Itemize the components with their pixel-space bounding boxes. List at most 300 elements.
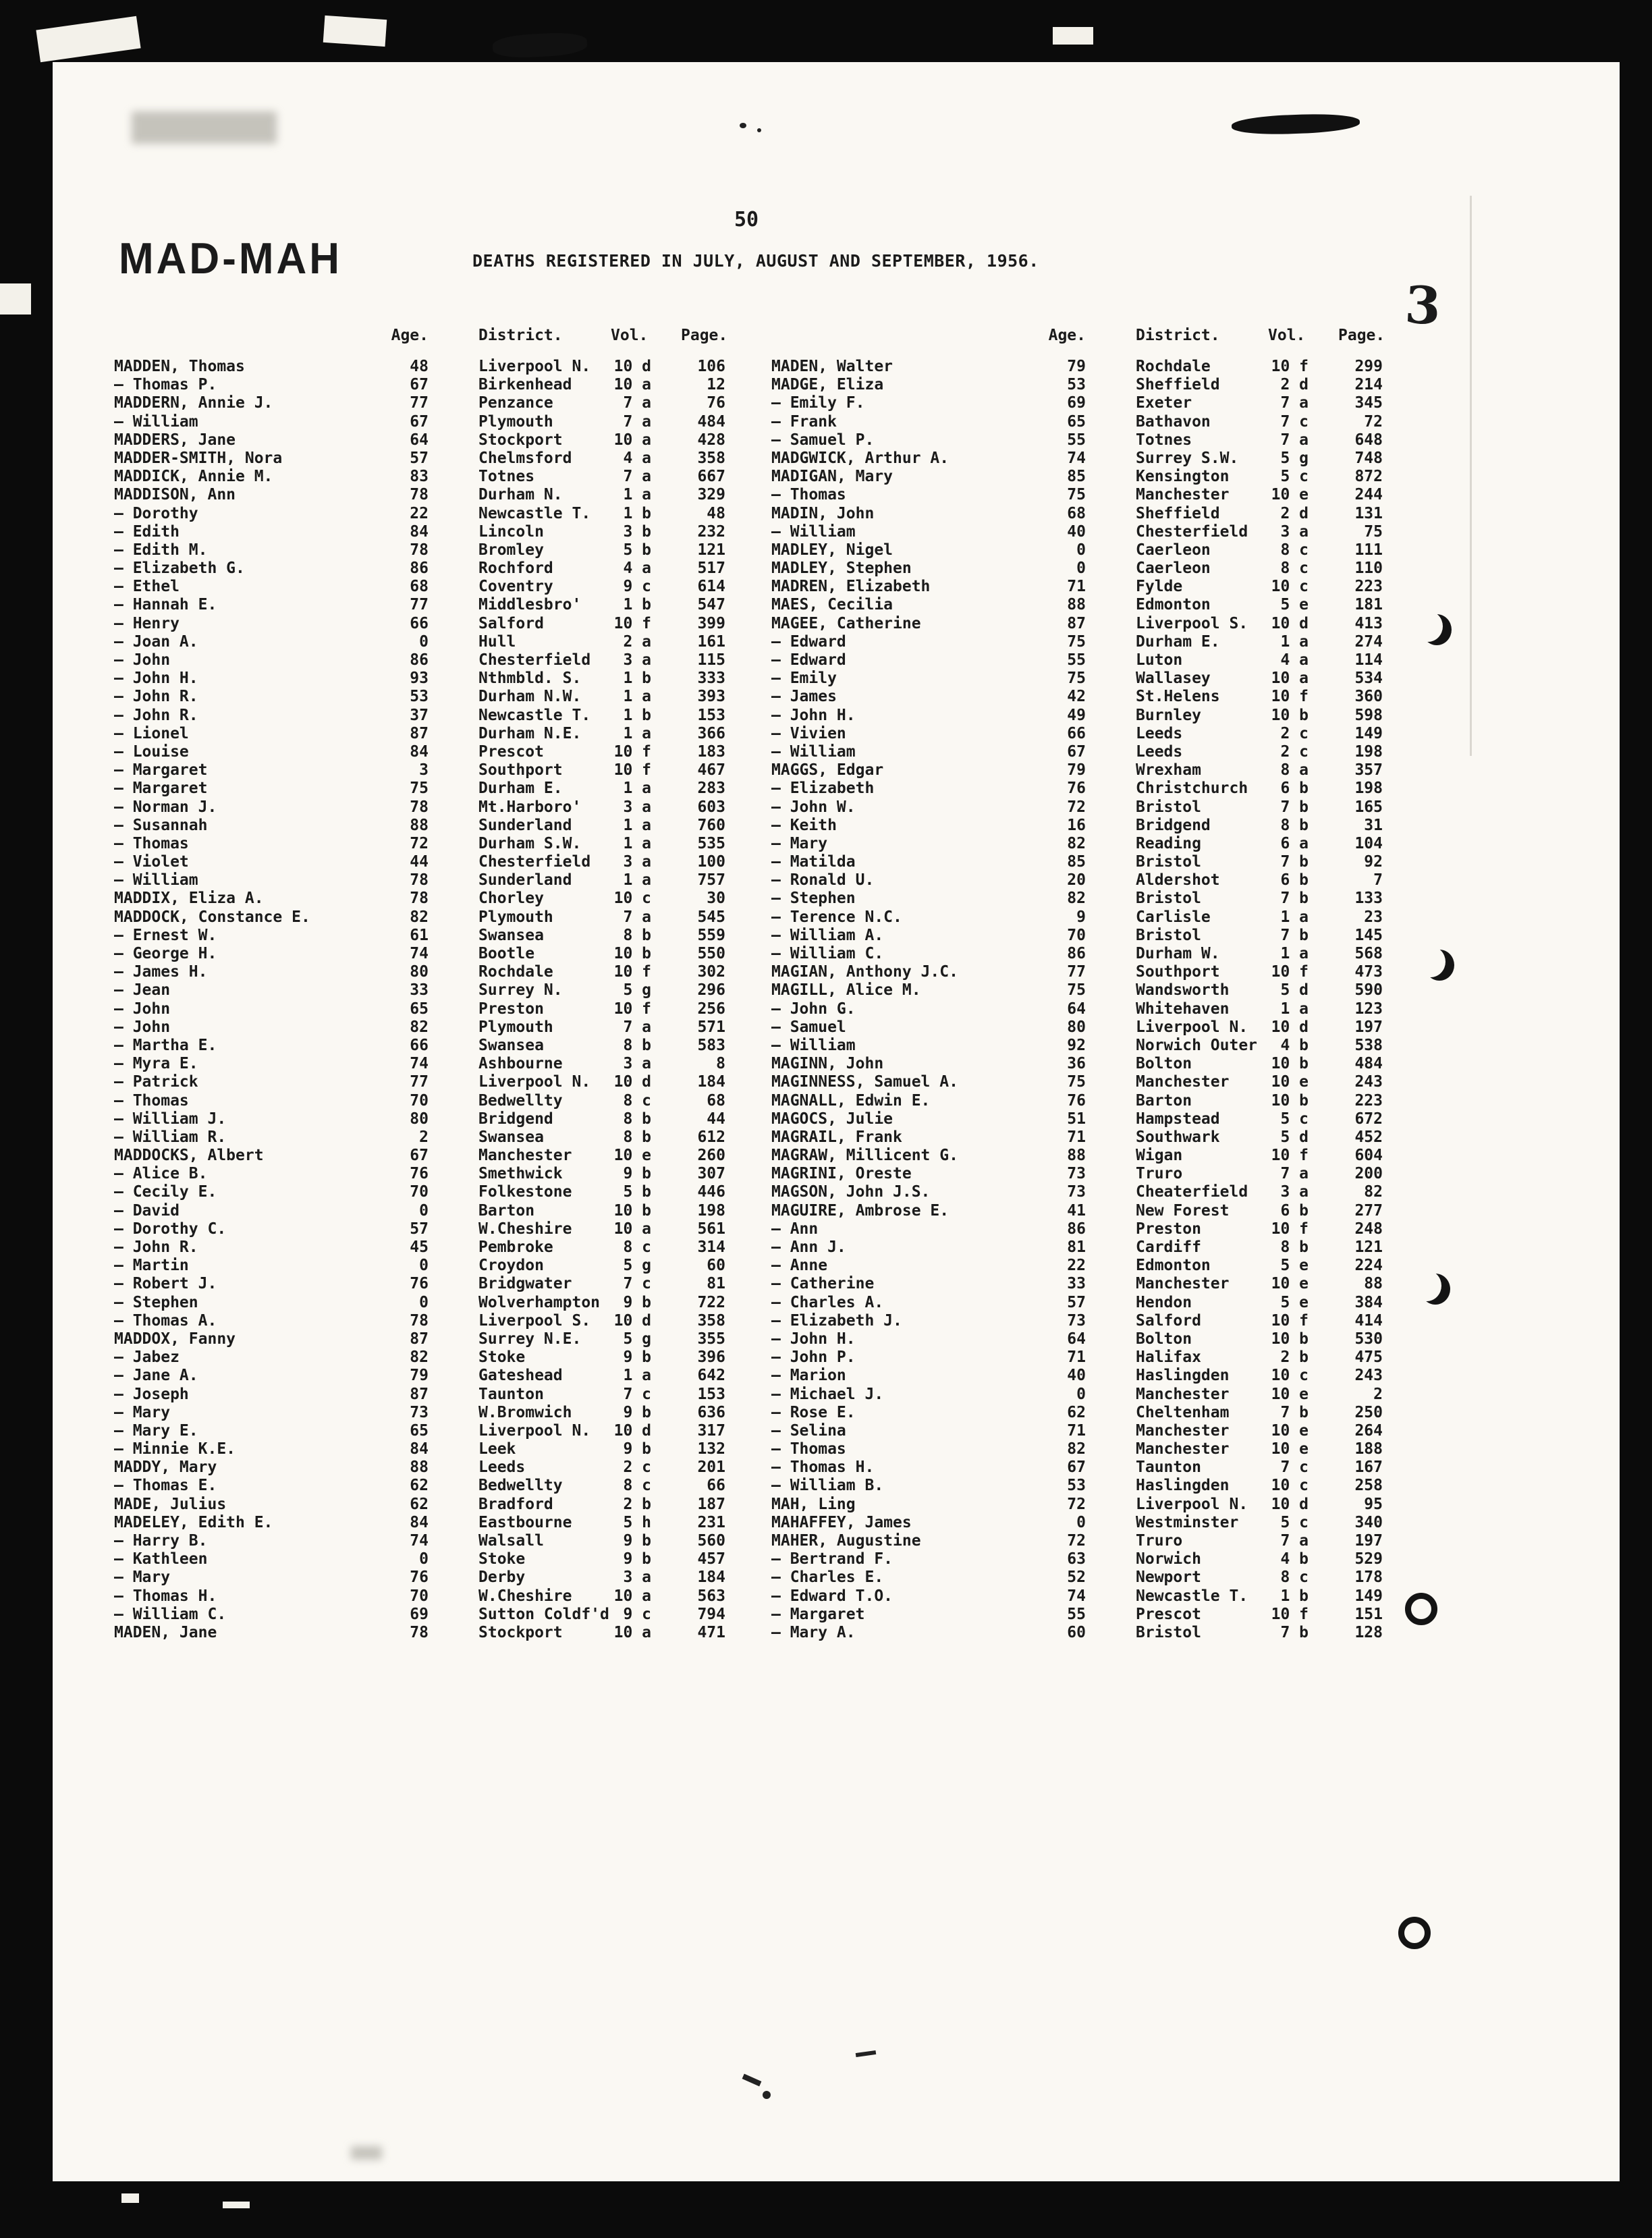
table-row: [771, 798, 1385, 817]
cell-page: 178: [1354, 1568, 1383, 1587]
table-row: [114, 1477, 728, 1495]
cell-district: Plymouth: [478, 1018, 553, 1036]
cell-page: 92: [1364, 853, 1383, 871]
cell-vol: 10 a: [1271, 670, 1309, 688]
cell-name: — John R.: [114, 688, 198, 706]
cell-page: 614: [697, 578, 725, 596]
cell-page: 153: [697, 1385, 725, 1403]
table-row: [771, 1073, 1385, 1091]
cell-page: 223: [1354, 1091, 1383, 1110]
cell-vol: 10 d: [1271, 1018, 1309, 1036]
cell-page: 277: [1354, 1201, 1383, 1220]
cell-district: Sheffield: [1136, 376, 1220, 394]
cell-age: 51: [1067, 1110, 1086, 1128]
cell-name: — Rose E.: [771, 1403, 856, 1421]
cell-district: Surrey N.: [478, 981, 563, 1000]
cell-age: 57: [410, 1220, 429, 1238]
cell-page: 636: [697, 1403, 725, 1421]
cell-page: 452: [1354, 1128, 1383, 1146]
cell-age: 55: [1067, 1605, 1086, 1623]
cell-name: — Patrick: [114, 1073, 198, 1091]
table-row: [771, 1330, 1385, 1348]
cell-vol: 8 c: [623, 1091, 651, 1110]
cell-district: Birkenhead: [478, 376, 572, 394]
table-row: [771, 1568, 1385, 1587]
cell-name: — Michael J.: [771, 1385, 884, 1403]
cell-vol: 9 b: [623, 1532, 651, 1550]
cell-vol: 3 a: [623, 651, 651, 669]
cell-vol: 7 a: [623, 394, 651, 412]
cell-vol: 7 a: [623, 1018, 651, 1036]
cell-district: Taunton: [1136, 1458, 1201, 1477]
cell-district: Chorley: [478, 890, 544, 908]
cell-name: — Bertrand F.: [771, 1550, 893, 1568]
cell-age: 78: [410, 1623, 429, 1641]
cell-age: 71: [1067, 1128, 1086, 1146]
cell-district: Surrey N.E.: [478, 1330, 582, 1348]
table-row: [114, 1568, 728, 1587]
cell-age: 82: [1067, 890, 1086, 908]
table-row: [114, 1165, 728, 1183]
cell-vol: 5 e: [1280, 1257, 1309, 1275]
cell-vol: 10 e: [1271, 1073, 1309, 1091]
cell-district: Bridgend: [478, 1110, 553, 1128]
table-row: [114, 1092, 728, 1110]
cell-district: Bradford: [478, 1495, 553, 1513]
cell-page: 30: [707, 890, 725, 908]
cell-page: 545: [697, 908, 725, 926]
cell-name: MADGWICK, Arthur A.: [771, 449, 949, 467]
cell-page: 75: [1364, 522, 1383, 541]
cell-page: 274: [1354, 632, 1383, 651]
table-row: [771, 1312, 1385, 1330]
cell-vol: 10 f: [1271, 1605, 1309, 1623]
table-row: [114, 670, 728, 688]
cell-name: — Thomas E.: [114, 1477, 217, 1495]
table-row: [771, 541, 1385, 560]
cell-name: — John: [114, 1000, 171, 1018]
cell-name: MAGEE, Catherine: [771, 614, 921, 632]
cell-vol: 1 a: [1280, 908, 1309, 926]
table-row: [771, 817, 1385, 835]
cell-page: 757: [697, 871, 725, 890]
cell-page: 473: [1354, 963, 1383, 981]
cell-vol: 3 a: [1280, 1183, 1309, 1201]
column-headers-right: [771, 327, 1385, 347]
cell-district: Rochford: [478, 560, 553, 578]
cell-page: 104: [1354, 834, 1383, 852]
cell-name: MAHER, Augustine: [771, 1532, 921, 1550]
scan-artifact: [1232, 113, 1360, 136]
cell-page: 188: [1354, 1440, 1383, 1458]
cell-age: 0: [419, 1550, 429, 1568]
cell-age: 22: [410, 504, 429, 522]
table-row: [114, 1110, 728, 1128]
cell-page: 231: [697, 1513, 725, 1531]
cell-name: MADEN, Walter: [771, 358, 893, 375]
cell-name: — Margaret: [114, 761, 208, 780]
cell-district: Bristol: [1136, 798, 1201, 816]
cell-age: 33: [1067, 1275, 1086, 1293]
cell-district: W.Cheshire: [478, 1220, 572, 1238]
cell-page: 183: [697, 742, 725, 761]
cell-district: Prescot: [1136, 1605, 1201, 1623]
cell-page: 110: [1354, 560, 1383, 578]
table-row: [771, 1404, 1385, 1422]
cell-age: 76: [410, 1568, 429, 1587]
column-header-page: Page.: [1338, 327, 1385, 344]
table-row: [771, 1550, 1385, 1568]
table-row: [771, 670, 1385, 688]
cell-vol: 10 d: [613, 1073, 651, 1091]
cell-name: — Thomas H.: [114, 1587, 217, 1605]
cell-name: — William: [771, 522, 856, 541]
table-row: [114, 1624, 728, 1642]
cell-vol: 5 d: [1280, 981, 1309, 1000]
cell-vol: 1 b: [1280, 1587, 1309, 1605]
table-row: [771, 1202, 1385, 1220]
cell-page: 197: [1354, 1018, 1383, 1036]
cell-page: 794: [697, 1605, 725, 1623]
cell-vol: 2 d: [1280, 504, 1309, 522]
cell-vol: 2 c: [1280, 742, 1309, 761]
cell-age: 83: [410, 468, 429, 486]
cell-name: MAGGS, Edgar: [771, 761, 884, 780]
cell-name: — James: [771, 688, 837, 706]
cell-age: 52: [1067, 1568, 1086, 1587]
cell-name: MADDOCKS, Albert: [114, 1147, 264, 1165]
cell-district: Wandsworth: [1136, 981, 1230, 1000]
cell-age: 86: [1067, 945, 1086, 962]
cell-vol: 5 g: [623, 1257, 651, 1275]
cell-district: Preston: [478, 1000, 544, 1018]
cell-page: 121: [697, 541, 725, 559]
table-row: [771, 578, 1385, 596]
cell-age: 80: [1067, 1018, 1086, 1036]
cell-age: 57: [410, 449, 429, 467]
cell-name: MADDY, Mary: [114, 1458, 217, 1477]
cell-district: Wigan: [1136, 1147, 1183, 1165]
table-row: [771, 449, 1385, 468]
cell-district: Cheaterfield: [1136, 1183, 1248, 1201]
cell-vol: 1 a: [623, 724, 651, 742]
table-row: [114, 1606, 728, 1624]
cell-name: — David: [114, 1201, 180, 1220]
cell-name: — William A.: [771, 926, 884, 944]
cell-age: 73: [1067, 1311, 1086, 1330]
cell-age: 74: [410, 1532, 429, 1550]
cell-page: 358: [697, 1311, 725, 1330]
table-row: [114, 1000, 728, 1018]
cell-district: Mt.Harboro': [478, 798, 582, 816]
table-row: [771, 1128, 1385, 1147]
cell-page: 258: [1354, 1477, 1383, 1495]
cell-vol: 9 c: [623, 1605, 651, 1623]
cell-age: 78: [410, 541, 429, 559]
cell-district: Durham N.: [478, 486, 563, 504]
cell-district: Prescot: [478, 742, 544, 761]
table-row: [114, 486, 728, 504]
cell-name: — Ernest W.: [114, 926, 217, 944]
table-row: [771, 780, 1385, 798]
cell-name: MADDEN, Thomas: [114, 358, 245, 375]
cell-name: MAGRAW, Millicent G.: [771, 1147, 958, 1165]
cell-page: 68: [707, 1091, 725, 1110]
cell-page: 534: [1354, 670, 1383, 688]
cell-age: 69: [1067, 394, 1086, 412]
cell-age: 72: [1067, 1495, 1086, 1513]
table-row: [114, 413, 728, 431]
cell-age: 86: [410, 560, 429, 578]
cell-name: — William: [114, 871, 198, 890]
table-row: [114, 725, 728, 743]
cell-name: MAGINNESS, Samuel A.: [771, 1073, 958, 1091]
cell-name: — Martha E.: [114, 1036, 217, 1054]
cell-name: — Charles E.: [771, 1568, 884, 1587]
cell-district: Westminster: [1136, 1513, 1239, 1531]
cell-page: 82: [1364, 1183, 1383, 1201]
cell-page: 244: [1354, 486, 1383, 504]
cell-name: — Elizabeth: [771, 780, 875, 798]
cell-age: 0: [1076, 1385, 1086, 1403]
cell-age: 40: [1067, 1367, 1086, 1385]
cell-page: 484: [1354, 1055, 1383, 1073]
cell-age: 55: [1067, 431, 1086, 449]
cell-page: 302: [697, 963, 725, 981]
table-row: [114, 468, 728, 486]
cell-vol: 10 c: [1271, 1477, 1309, 1495]
cell-page: 307: [697, 1165, 725, 1183]
cell-name: — Emily: [771, 670, 837, 688]
table-row: [114, 394, 728, 412]
cell-page: 114: [1354, 651, 1383, 669]
cell-age: 67: [1067, 742, 1086, 761]
table-row: [771, 358, 1385, 376]
cell-page: 121: [1354, 1238, 1383, 1256]
cell-name: — John G.: [771, 1000, 856, 1018]
cell-page: 133: [1354, 890, 1383, 908]
cell-vol: 10 a: [613, 431, 651, 449]
cell-page: 161: [697, 632, 725, 651]
table-row: [114, 1330, 728, 1348]
cell-page: 149: [1354, 1587, 1383, 1605]
cell-page: 2: [1373, 1385, 1383, 1403]
cell-age: 76: [410, 1275, 429, 1293]
cell-district: Smethwick: [478, 1165, 563, 1183]
cell-page: 106: [697, 358, 725, 375]
cell-district: Gateshead: [478, 1367, 563, 1385]
table-row: [771, 505, 1385, 523]
cell-vol: 4 a: [1280, 651, 1309, 669]
cell-district: Nthmbld. S.: [478, 670, 582, 688]
cell-district: Middlesbro': [478, 596, 582, 614]
table-row: [114, 835, 728, 853]
cell-district: Bristol: [1136, 890, 1201, 908]
cell-name: — Edward T.O.: [771, 1587, 893, 1605]
cell-age: 88: [410, 1458, 429, 1477]
cell-age: 88: [1067, 596, 1086, 614]
cell-vol: 8 b: [623, 1036, 651, 1054]
cell-district: Liverpool N.: [1136, 1018, 1248, 1036]
cell-page: 333: [697, 670, 725, 688]
table-row: [771, 871, 1385, 890]
cell-district: Durham W.: [1136, 945, 1220, 962]
cell-vol: 1 a: [623, 1367, 651, 1385]
cell-vol: 3 a: [623, 798, 651, 816]
cell-name: — Elizabeth J.: [771, 1311, 902, 1330]
cell-district: Halifax: [1136, 1348, 1201, 1367]
cell-age: 71: [1067, 1421, 1086, 1440]
cell-age: 78: [410, 798, 429, 816]
cell-age: 81: [1067, 1238, 1086, 1256]
cell-district: Wolverhampton: [478, 1293, 601, 1311]
cell-age: 71: [1067, 1348, 1086, 1367]
cell-name: — William C.: [771, 945, 884, 962]
scan-artifact: [121, 2193, 139, 2203]
cell-page: 560: [697, 1532, 725, 1550]
cell-page: 393: [697, 688, 725, 706]
cell-district: Hampstead: [1136, 1110, 1220, 1128]
cell-age: 0: [1076, 1513, 1086, 1531]
cell-age: 22: [1067, 1257, 1086, 1275]
cell-name: — Edward: [771, 632, 846, 651]
cell-page: 197: [1354, 1532, 1383, 1550]
cell-district: Bootle: [478, 945, 535, 962]
cell-name: — Hannah E.: [114, 596, 217, 614]
table-row: [114, 358, 728, 376]
cell-page: 7: [1373, 871, 1383, 890]
cell-age: 60: [1067, 1623, 1086, 1641]
cell-district: Kensington: [1136, 468, 1230, 486]
cell-page: 561: [697, 1220, 725, 1238]
cell-page: 181: [1354, 596, 1383, 614]
table-row: [771, 1348, 1385, 1367]
cell-age: 67: [1067, 1458, 1086, 1477]
cell-district: Manchester: [1136, 1421, 1230, 1440]
table-row: [771, 1147, 1385, 1165]
cell-name: MAGRAIL, Frank: [771, 1128, 902, 1146]
table-row: [114, 1514, 728, 1532]
table-row: [114, 1294, 728, 1312]
cell-district: Liverpool N.: [478, 1421, 591, 1440]
cell-age: 75: [1067, 981, 1086, 1000]
cell-district: Stoke: [478, 1348, 526, 1367]
cell-name: — Joan A.: [114, 632, 198, 651]
cell-vol: 5 e: [1280, 596, 1309, 614]
cell-name: — William J.: [114, 1110, 227, 1128]
cell-age: 86: [410, 651, 429, 669]
cell-name: — Louise: [114, 742, 189, 761]
table-row: [771, 596, 1385, 614]
cell-name: — Samuel: [771, 1018, 846, 1036]
table-row: [771, 1183, 1385, 1201]
cell-vol: 10 d: [1271, 1495, 1309, 1513]
cell-age: 42: [1067, 688, 1086, 706]
cell-name: MAGOCS, Julie: [771, 1110, 893, 1128]
cell-district: Exeter: [1136, 394, 1192, 412]
cell-name: — Samuel P.: [771, 431, 875, 449]
table-row: [771, 468, 1385, 486]
cell-page: 214: [1354, 376, 1383, 394]
cell-page: 223: [1354, 578, 1383, 596]
cell-name: MADDERN, Annie J.: [114, 394, 273, 412]
cell-name: MAGIAN, Anthony J.C.: [771, 963, 958, 981]
cell-vol: 10 b: [1271, 1091, 1309, 1110]
cell-name: — Alice B.: [114, 1165, 208, 1183]
cell-age: 75: [1067, 486, 1086, 504]
cell-page: 360: [1354, 688, 1383, 706]
cell-page: 529: [1354, 1550, 1383, 1568]
scan-border-left: [0, 0, 53, 2238]
table-row: [114, 1440, 728, 1458]
cell-name: MADDOCK, Constance E.: [114, 908, 310, 926]
cell-name: — Keith: [771, 816, 837, 834]
cell-page: 66: [707, 1477, 725, 1495]
cell-district: Bolton: [1136, 1055, 1192, 1073]
cell-page: 413: [1354, 614, 1383, 632]
table-row: [114, 871, 728, 890]
cell-vol: 10 f: [613, 761, 651, 780]
table-row: [114, 1386, 728, 1404]
cell-district: Coventry: [478, 578, 553, 596]
cell-page: 149: [1354, 724, 1383, 742]
table-row: [771, 963, 1385, 981]
table-row: [114, 560, 728, 578]
cell-name: — Jane A.: [114, 1367, 198, 1385]
cell-vol: 9 b: [623, 1348, 651, 1367]
cell-district: Swansea: [478, 1128, 544, 1146]
cell-age: 80: [410, 1110, 429, 1128]
cell-name: — Thomas: [771, 486, 846, 504]
cell-district: Norwich Outer: [1136, 1036, 1258, 1054]
cell-age: 0: [419, 1293, 429, 1311]
cell-vol: 1 b: [623, 706, 651, 724]
table-row: [771, 1238, 1385, 1257]
cell-page: 340: [1354, 1513, 1383, 1531]
table-row: [114, 1458, 728, 1477]
cell-district: Sunderland: [478, 816, 572, 834]
cell-name: — Charles A.: [771, 1293, 884, 1311]
cell-vol: 7 a: [1280, 1532, 1309, 1550]
cell-name: — John H.: [771, 706, 856, 724]
scan-border-right: [1620, 0, 1652, 2238]
cell-age: 2: [419, 1128, 429, 1146]
cell-name: MAGILL, Alice M.: [771, 981, 921, 1000]
scan-artifact: [223, 2202, 250, 2208]
cell-district: Luton: [1136, 651, 1183, 669]
cell-name: — William R.: [114, 1128, 227, 1146]
cell-district: Newcastle T.: [478, 504, 591, 522]
table-row: [114, 596, 728, 614]
table-row: [771, 1386, 1385, 1404]
cell-vol: 10 e: [1271, 1440, 1309, 1458]
cell-vol: 10 d: [1271, 614, 1309, 632]
cell-vol: 9 b: [623, 1293, 651, 1311]
cell-age: 73: [410, 1403, 429, 1421]
table-row: [114, 707, 728, 725]
cell-name: — Ethel: [114, 578, 180, 596]
cell-age: 75: [1067, 1073, 1086, 1091]
cell-vol: 7 a: [623, 468, 651, 486]
table-row: [114, 927, 728, 945]
index-range-heading: MAD-MAH: [119, 234, 343, 283]
cell-district: Wrexham: [1136, 761, 1201, 780]
cell-vol: 1 a: [623, 871, 651, 890]
cell-age: 68: [1067, 504, 1086, 522]
cell-name: MAHAFFEY, James: [771, 1513, 912, 1531]
cell-name: — Stephen: [114, 1293, 198, 1311]
table-row: [771, 560, 1385, 578]
